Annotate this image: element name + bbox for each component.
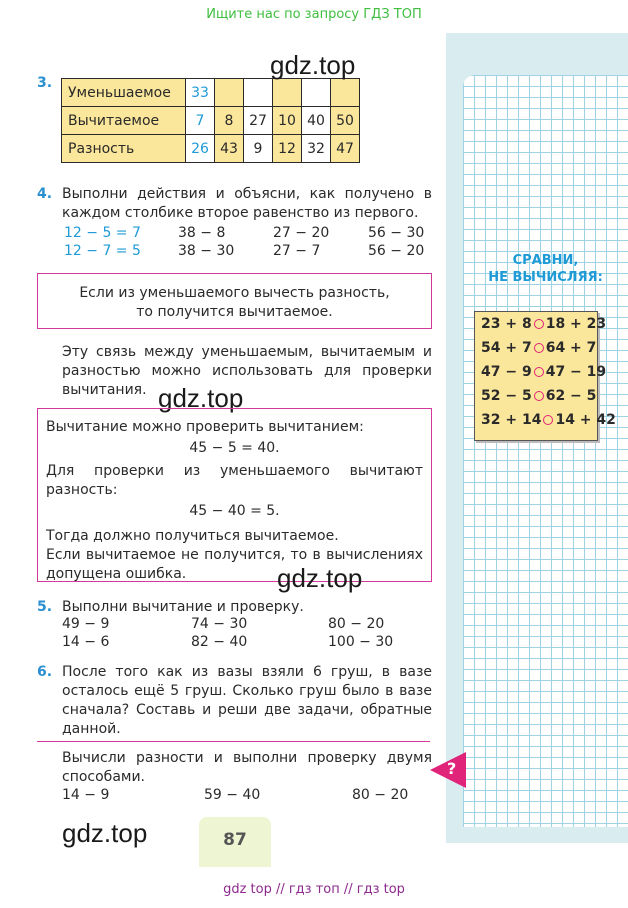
- circle-icon: [534, 343, 544, 353]
- table-row: [62, 79, 360, 107]
- compare-row: [475, 312, 607, 336]
- table-cell: [244, 79, 273, 107]
- rule-text: Для проверки из уменьшаемого вычитают разность:: [46, 463, 423, 498]
- task4-expr: 27 − 20: [273, 225, 330, 241]
- task5-expr: 100 − 30: [328, 634, 394, 650]
- task3-number: 3.: [37, 75, 53, 91]
- table-cell: 26: [186, 135, 215, 163]
- rule-line: то получится вычитаемое.: [136, 304, 333, 320]
- table-cell: 43: [215, 135, 244, 163]
- task4-expr: 27 − 7: [273, 243, 321, 259]
- sidebar-title-line: СРАВНИ,: [512, 253, 579, 268]
- extra-task-text: Вычисли разности и выполни проверку двумя способами.: [62, 750, 432, 785]
- table-cell: [302, 79, 331, 107]
- table-cell: 32: [302, 135, 331, 163]
- sidebar-title-line: НЕ ВЫЧИСЛЯЯ:: [488, 270, 603, 285]
- header-ad: Ищите нас по запросу ГДЗ ТОП: [206, 7, 422, 22]
- task4-number: 4.: [37, 186, 53, 202]
- task5-expr: 14 − 6: [62, 634, 110, 650]
- compare-row: [475, 408, 616, 432]
- sidebar-title: [463, 252, 628, 286]
- row-label: Вычитаемое: [62, 107, 186, 135]
- row-label: Уменьшаемое: [62, 79, 186, 107]
- compare-left: 47 − 9: [481, 364, 532, 380]
- compare-row: [475, 384, 597, 408]
- extra-task-expr: 14 − 9: [62, 787, 110, 803]
- table-cell: 27: [244, 107, 273, 135]
- rule-equation: 45 − 40 = 5.: [189, 503, 280, 519]
- compare-right: 64 + 7: [545, 340, 597, 356]
- table-row: [62, 135, 360, 163]
- watermark: gdz.top: [62, 818, 148, 848]
- task4-expr: 56 − 30: [368, 225, 425, 241]
- watermark: gdz.top: [277, 563, 363, 593]
- compare-row: [475, 336, 597, 360]
- rule-line: Если из уменьшаемого вычесть разность,: [79, 285, 390, 301]
- task4-expr: 38 − 30: [178, 243, 235, 259]
- table-cell: 50: [331, 107, 360, 135]
- extra-task-expr: 59 − 40: [204, 787, 261, 803]
- task4-text: Выполни действия и объясни, как получено в каждом столбике второе равенство из первого.: [62, 186, 432, 221]
- task5-expr: 82 − 40: [191, 634, 248, 650]
- circle-icon: [534, 367, 544, 377]
- compare-right: 62 − 5: [545, 388, 597, 404]
- compare-left: 32 + 14: [481, 412, 542, 428]
- compare-left: 54 + 7: [481, 340, 532, 356]
- watermark: gdz.top: [158, 383, 244, 413]
- connection-text: Эту связь между уменьшаемым, вычитаемым и разностью можно использовать для проверки вычитания.: [62, 344, 432, 398]
- task4-eq: 12 − 7 = 5: [64, 243, 141, 259]
- compare-right: 47 − 19: [545, 364, 607, 380]
- compare-row: [475, 360, 607, 384]
- circle-icon: [534, 391, 544, 401]
- table-cell: 7: [186, 107, 215, 135]
- circle-icon: [543, 415, 553, 425]
- task5-expr: 49 − 9: [62, 616, 110, 632]
- task5-expr: 80 − 20: [328, 616, 385, 632]
- table-cell: 8: [215, 107, 244, 135]
- circle-icon: [534, 319, 544, 329]
- table-cell: 33: [186, 79, 215, 107]
- compare-card: [474, 311, 616, 441]
- divider: [37, 741, 430, 742]
- task3-table: [61, 78, 360, 163]
- task6-text: После того как из вазы взяли 6 груш, в вазе осталось ещё 5 груш. Сколько груш было в вазе сначала? Составь и реши две задачи, обратные данной.: [62, 664, 432, 737]
- compare-right: 18 + 23: [545, 316, 607, 332]
- footer: gdz top // гдз топ // гдз top: [223, 882, 405, 897]
- rule-text: Если вычитаемое не получится, то в вычислениях допущена ошибка.: [46, 547, 423, 582]
- task4-expr: 38 − 8: [178, 225, 226, 241]
- task6-number: 6.: [37, 664, 53, 680]
- table-cell: 12: [273, 135, 302, 163]
- table-cell: 40: [302, 107, 331, 135]
- page-number: 87: [199, 817, 271, 867]
- table-cell: [273, 79, 302, 107]
- task4-expr: 56 − 20: [368, 243, 425, 259]
- table-cell: 9: [244, 135, 273, 163]
- row-label: Разность: [62, 135, 186, 163]
- sidebar-grid: [463, 75, 628, 827]
- task5-text: Выполни вычитание и проверку.: [62, 599, 304, 615]
- rule-box: [37, 408, 432, 582]
- table-cell: [331, 79, 360, 107]
- table-cell: 47: [331, 135, 360, 163]
- watermark: gdz.top: [270, 50, 356, 80]
- task4-eq: 12 − 5 = 7: [64, 225, 141, 241]
- compare-right: 14 + 42: [555, 412, 616, 428]
- rule-box: [37, 273, 432, 329]
- task5-number: 5.: [37, 599, 53, 615]
- compare-left: 23 + 8: [481, 316, 532, 332]
- extra-task-expr: 80 − 20: [352, 787, 409, 803]
- table-cell: 10: [273, 107, 302, 135]
- table-cell: [215, 79, 244, 107]
- question-marker: [430, 752, 466, 788]
- question-mark: ?: [447, 759, 457, 778]
- task5-expr: 74 − 30: [191, 616, 248, 632]
- rule-text: Тогда должно получиться вычитаемое.: [46, 528, 339, 544]
- table-row: [62, 107, 360, 135]
- compare-left: 52 − 5: [481, 388, 532, 404]
- rule-text: Вычитание можно проверить вычитанием:: [46, 419, 364, 435]
- rule-equation: 45 − 5 = 40.: [189, 440, 280, 456]
